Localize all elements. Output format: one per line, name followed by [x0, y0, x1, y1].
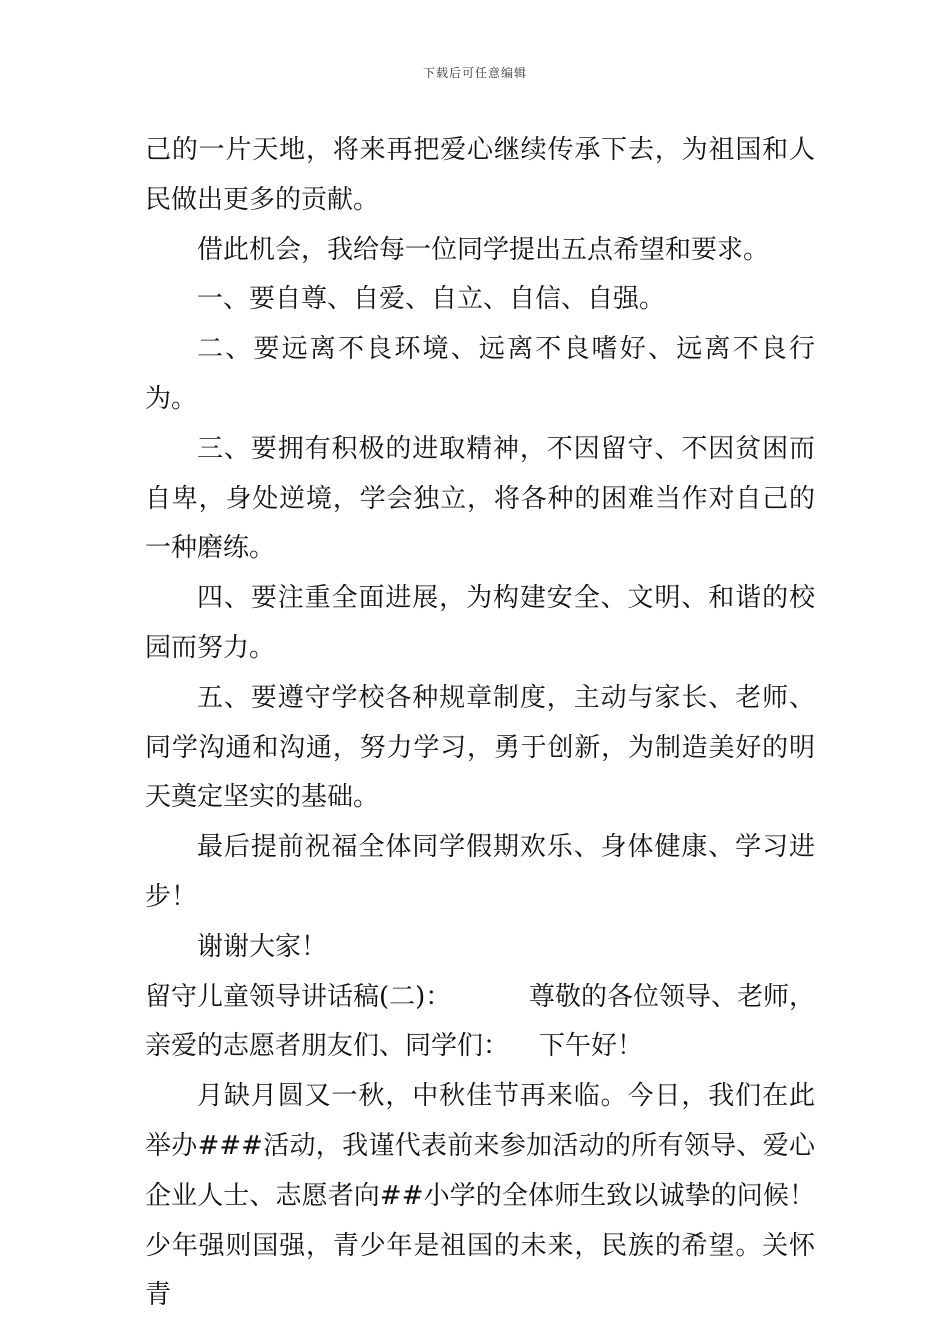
greeting-text: 下午好！	[539, 1031, 644, 1062]
paragraph-11: 月缺月圆又一秋，中秋佳节再来临。今日，我们在此举办###活动，我谨代表前来参加活动的所有领导、爱心企业人士、志愿者向##小学的全体师生致以诚挚的问候！少年强则国强，青少年是祖国的未来，民族的希望。关怀青	[145, 1081, 815, 1311]
paragraph-9: 谢谢大家！	[197, 931, 328, 962]
paragraph-3: 一、要自尊、自爱、自立、自信、自强。	[197, 284, 666, 315]
paragraph-7: 五、要遵守学校各种规章制度，主动与家长、老师、同学沟通和沟通，努力学习，勇于创新，为制造美好的明天奠定坚实的基础。	[145, 682, 815, 813]
paragraph-5: 三、要拥有积极的进取精神，不因留守、不因贫困而自卑，身处逆境，学会独立，将各种的困难当作对自己的一种磨练。	[145, 433, 815, 564]
salutation: 尊敬的各位领导、老师，	[528, 981, 815, 1012]
section-title: 留守儿童领导讲话稿(二)：	[145, 981, 452, 1012]
greeting-line	[145, 1022, 815, 1072]
paragraph-8: 最后提前祝福全体同学假期欢乐、身体健康、学习进步！	[145, 832, 815, 912]
greeting-audience: 亲爱的志愿者朋友们、同学们：	[145, 1031, 510, 1062]
paragraph-4: 二、要远离不良环境、远离不良嗜好、远离不良行为。	[145, 334, 815, 414]
paragraph-6: 四、要注重全面进展，为构建安全、文明、和谐的校园而努力。	[145, 583, 815, 663]
paragraph-1: 己的一片天地，将来再把爱心继续传承下去，为祖国和人民做出更多的贡献。	[145, 135, 815, 215]
paragraph-2: 借此机会，我给每一位同学提出五点希望和要求。	[197, 234, 770, 265]
page-header-note: 下载后可任意编辑	[422, 66, 527, 80]
section-title-line	[145, 973, 815, 1023]
document-body	[145, 126, 815, 1321]
